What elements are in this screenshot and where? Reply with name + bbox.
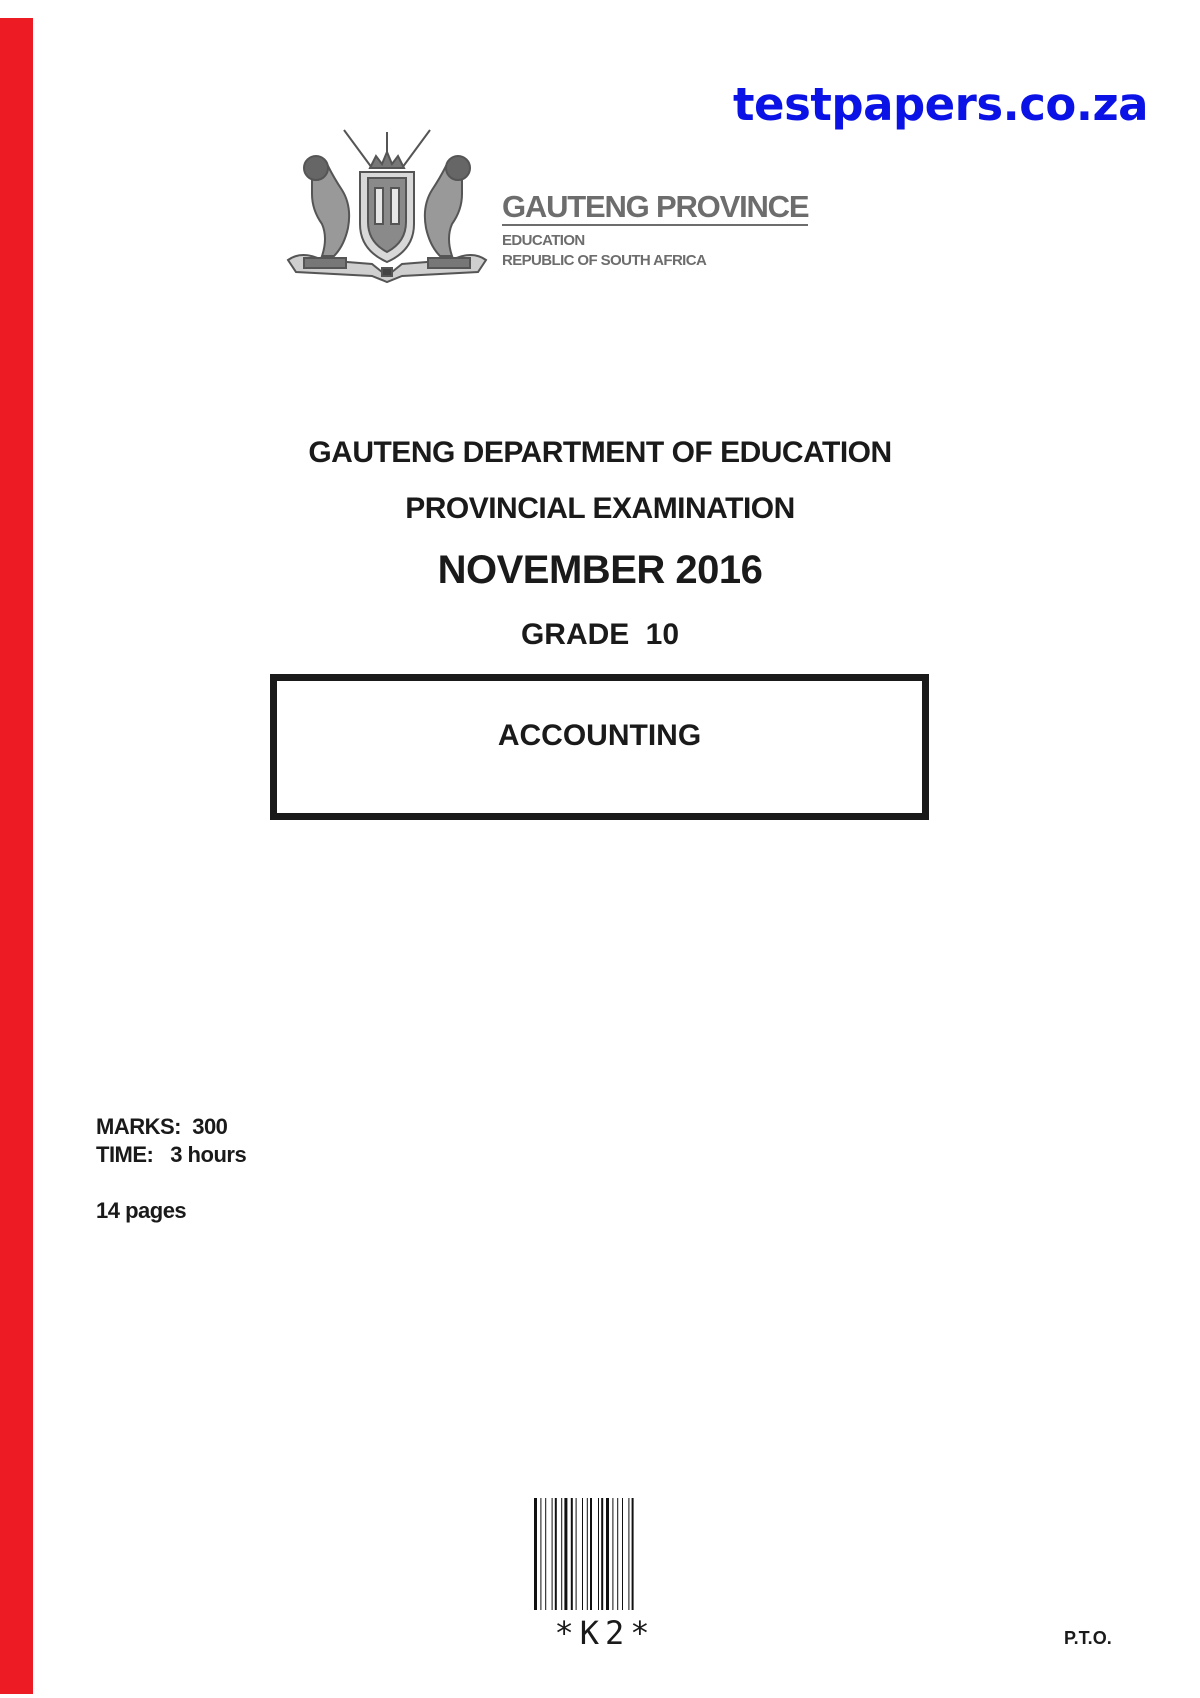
exam-session-heading: NOVEMBER 2016 [437,548,763,592]
logo-province-title: GAUTENG PROVINCE [502,189,809,224]
red-margin-bar [0,18,33,1694]
subject-box [270,674,929,820]
marks-label: MARKS: 300 [96,1114,228,1139]
watermark-link[interactable]: testpapers.co.za [733,78,1148,131]
barcode-text: *K2* [554,1614,656,1652]
exam-heading: PROVINCIAL EXAMINATION [405,492,795,525]
barcode-icon [534,1498,670,1610]
grade-heading: GRADE 10 [520,618,680,651]
logo-department-label: EDUCATION [502,232,585,249]
pto-label: P.T.O. [1064,1628,1112,1648]
department-heading: GAUTENG DEPARTMENT OF EDUCATION [308,436,892,469]
subject-title: ACCOUNTING [497,719,702,752]
time-label: TIME: 3 hours [96,1142,247,1167]
logo-country-label: REPUBLIC OF SOUTH AFRICA [502,252,707,269]
coat-of-arms-icon [282,128,492,284]
page-count-label: 14 pages [96,1198,187,1223]
